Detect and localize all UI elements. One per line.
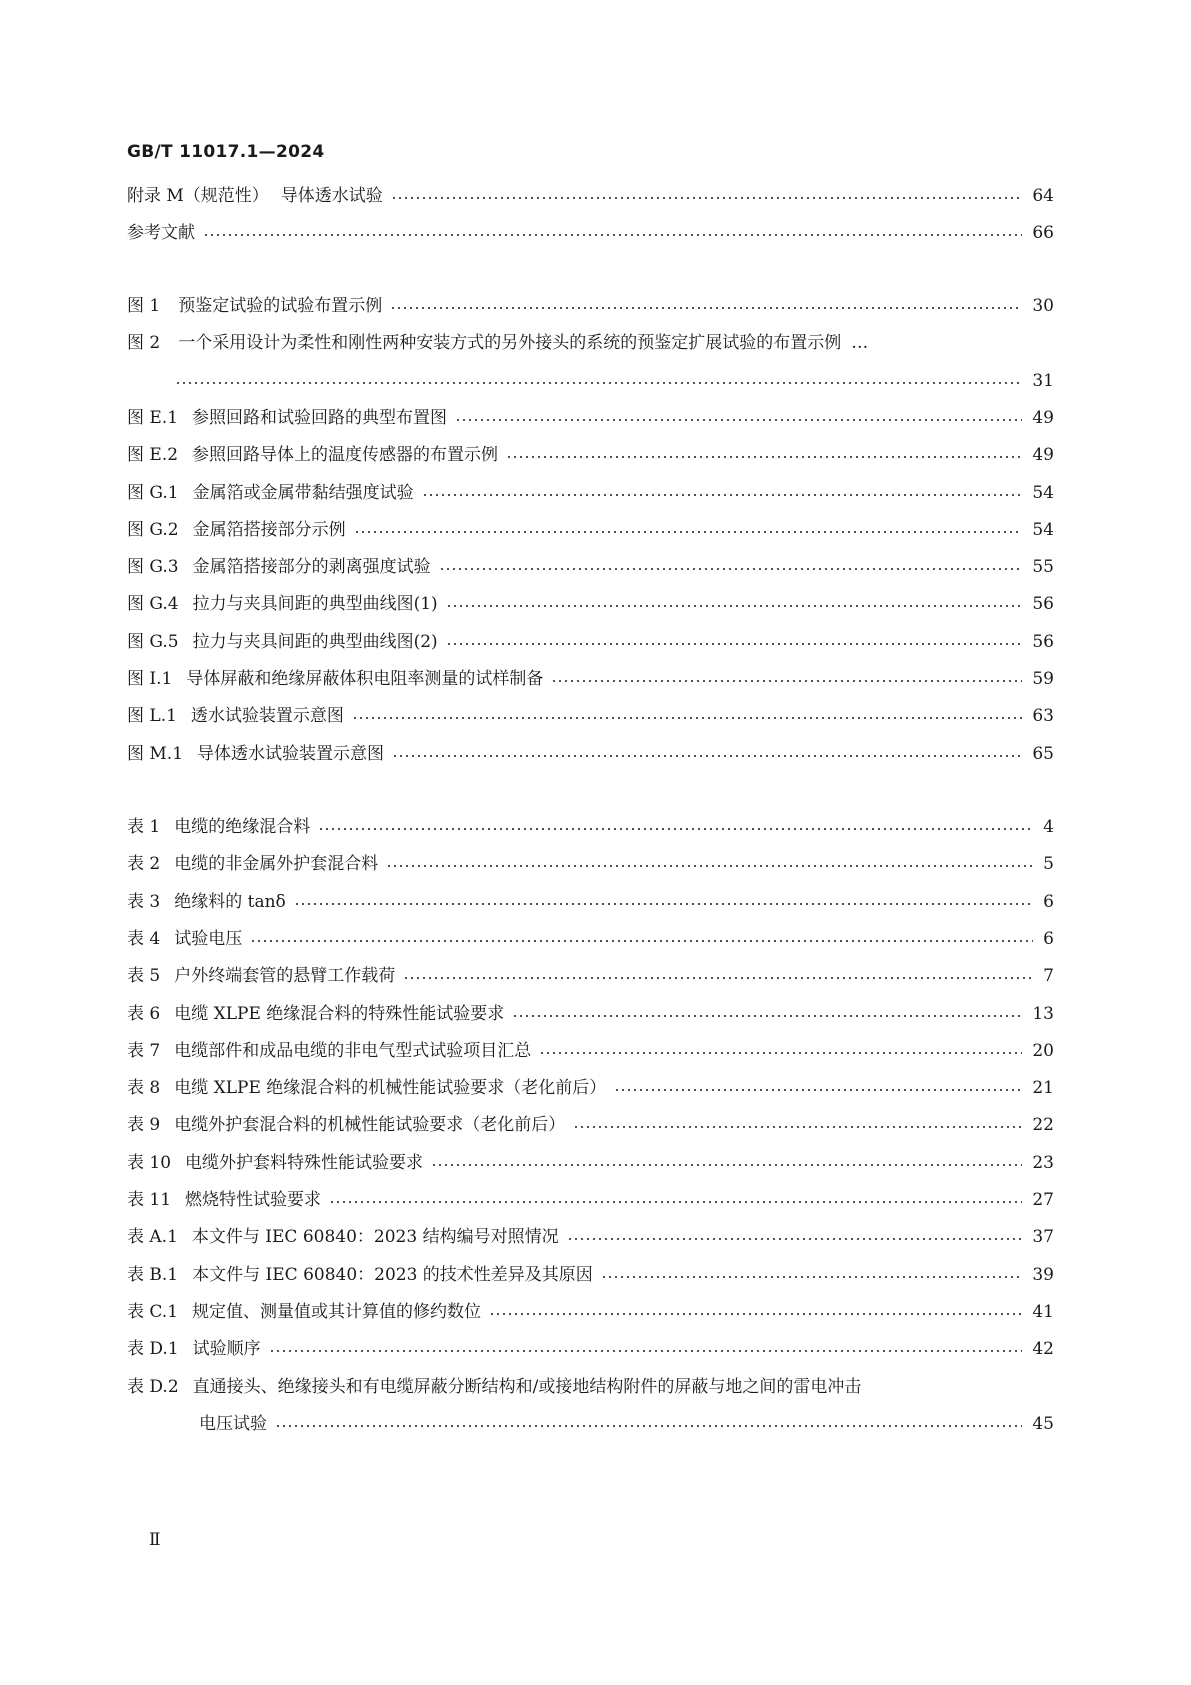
toc-entry-line (127, 294, 1054, 318)
toc-entry[interactable] (127, 964, 1054, 1001)
toc-leader-dots (455, 419, 1022, 421)
toc-leader-dots (601, 1276, 1023, 1278)
toc-entry-line (127, 481, 1054, 505)
toc-entry[interactable] (127, 852, 1054, 889)
toc-entry-title: 拉力与夹具间距的典型曲线图(2) (192, 631, 438, 652)
toc-entry-title-continued: 电压试验 (199, 1413, 267, 1434)
toc-entry[interactable] (127, 1375, 1054, 1450)
toc-leader-dots (422, 494, 1023, 496)
toc-entry-line (127, 443, 1054, 467)
toc-leader-dots (269, 1350, 1023, 1352)
toc-entry-line (127, 592, 1054, 616)
toc-entry-title: 电缆外护套混合料的机械性能试验要求（老化前后） (174, 1115, 566, 1136)
toc-entry-line (127, 1076, 1054, 1100)
toc-entry-page: 39 (1032, 1264, 1054, 1285)
toc-entry-label: 图 E.1 (127, 407, 179, 428)
toc-entry[interactable] (127, 481, 1054, 518)
toc-entry-title: 电缆 XLPE 绝缘混合料的机械性能试验要求（老化前后） (174, 1078, 607, 1099)
toc-entry-label: 表 8 (127, 1078, 161, 1099)
toc-entry-title: 电缆部件和成品电缆的非电气型式试验项目汇总 (174, 1040, 532, 1061)
toc-leader-dots (329, 1201, 1022, 1203)
toc-entry-page: 42 (1032, 1339, 1054, 1360)
toc-leader-dots (446, 643, 1023, 645)
toc-entry-label: 图 G.2 (127, 519, 179, 540)
toc-entry-line (127, 1188, 1054, 1212)
toc-entry-title: 试验顺序 (192, 1339, 261, 1360)
toc-leader-dots (203, 234, 1022, 236)
toc-entry-page: 23 (1032, 1152, 1054, 1173)
toc-leader-dots (275, 1425, 1022, 1427)
toc-entry-page: 22 (1032, 1115, 1054, 1136)
toc-entry[interactable] (127, 443, 1054, 480)
toc-leader-dots (386, 865, 1033, 867)
standard-number-header: GB/T 11017.1—2024 (127, 142, 325, 162)
toc-entry-label: 表 D.2 (127, 1376, 179, 1397)
toc-entry-label: 图 G.1 (127, 482, 179, 503)
toc-entry-label: 表 7 (127, 1040, 161, 1061)
toc-entry[interactable] (127, 742, 1054, 779)
toc-entry[interactable] (127, 1076, 1054, 1113)
toc-entry-line (127, 1002, 1054, 1026)
toc-entry-page: 56 (1032, 631, 1054, 652)
toc-entry-label: 图 2 (127, 333, 161, 354)
toc-entry[interactable] (127, 1151, 1054, 1188)
toc-entry[interactable] (127, 1188, 1054, 1225)
toc-entry-line (127, 815, 1054, 839)
toc-entry-label: 附录 M（规范性） (127, 186, 269, 206)
toc-entry-title: 电缆外护套料特殊性能试验要求 (185, 1152, 424, 1173)
toc-entry-line (127, 1300, 1054, 1324)
toc-entry-title: 本文件与 IEC 60840：2023 结构编号对照情况 (191, 1227, 559, 1248)
toc-entry-label: 图 E.2 (127, 445, 179, 466)
toc-entry-label: 表 B.1 (127, 1264, 179, 1285)
toc-leader-dots (175, 382, 1022, 384)
toc-leader-dots (354, 531, 1023, 533)
toc-entry-page: 59 (1032, 669, 1054, 689)
toc-entry-title: 户外终端套管的悬臂工作载荷 (174, 966, 396, 987)
toc-entry-label: 表 1 (127, 817, 161, 837)
toc-entry-line (127, 742, 1054, 766)
toc-entry-title: 透水试验装置示意图 (190, 706, 344, 727)
toc-leader-dots (250, 940, 1033, 942)
toc-entry[interactable] (127, 927, 1054, 964)
toc-entry-title: 试验电压 (174, 928, 243, 949)
toc-entry[interactable] (127, 1337, 1054, 1374)
toc-leader-dots (512, 1015, 1022, 1017)
toc-entry-label: 表 9 (127, 1115, 161, 1136)
toc-leader-dots (573, 1126, 1022, 1128)
toc-entry-label: 图 G.3 (127, 557, 179, 578)
toc-entry[interactable] (127, 294, 1054, 331)
toc-entry-label: 表 C.1 (127, 1301, 179, 1322)
toc-entry[interactable] (127, 667, 1054, 704)
toc-entry-page: 56 (1032, 594, 1054, 615)
toc-entry-line (127, 1113, 1054, 1137)
toc-entry-page: 31 (1032, 370, 1054, 391)
toc-leader-dots (489, 1313, 1022, 1315)
toc-entry-line (127, 1263, 1054, 1287)
toc-entry[interactable] (127, 555, 1054, 592)
toc-entry-label: 表 3 (127, 891, 161, 912)
toc-entry[interactable] (127, 1113, 1054, 1150)
toc-entry-title: 电缆的非金属外护套混合料 (174, 854, 379, 875)
toc-entry-page: 20 (1032, 1040, 1054, 1061)
toc-leader-dots (318, 828, 1033, 830)
toc-leader-dots (539, 1052, 1022, 1054)
toc-entry-line (127, 927, 1054, 951)
toc-entry-label: 表 A.1 (127, 1227, 178, 1248)
toc-entry-page: 5 (1043, 854, 1054, 875)
toc-entry-title: 导体透水试验 (280, 186, 383, 206)
toc-entry-title: 燃烧特性试验要求 (185, 1190, 322, 1210)
toc-entry-page: 27 (1032, 1190, 1054, 1210)
toc-entry-line (127, 331, 1054, 355)
toc-entry-line (127, 221, 1054, 245)
toc-entry-label: 表 10 (127, 1152, 172, 1173)
toc-entry-title: 导体透水试验装置示意图 (197, 743, 385, 764)
toc-entry[interactable] (127, 890, 1054, 927)
page-number: Ⅱ (149, 1530, 161, 1550)
toc-entry-label: 表 4 (127, 928, 161, 949)
toc-entry-line (127, 630, 1054, 654)
toc-entry-line (127, 1039, 1054, 1063)
toc-entry[interactable] (127, 815, 1054, 852)
toc-leader-dots (391, 197, 1023, 199)
toc-entry-label: 图 1 (127, 296, 161, 316)
toc-entry-line (127, 1151, 1054, 1175)
toc-entry-title: 电缆 XLPE 绝缘混合料的特殊性能试验要求 (174, 1003, 505, 1024)
toc-entry[interactable] (127, 1039, 1054, 1076)
toc-leader-dots (390, 307, 1022, 309)
toc-entry-page: 6 (1043, 891, 1054, 912)
toc-leader-dots (446, 605, 1023, 607)
toc-entry-page: 66 (1032, 223, 1054, 244)
toc-entry-title: 金属箔搭接部分的剥离强度试验 (192, 557, 431, 578)
toc-leader-dots (614, 1089, 1022, 1091)
toc-leader-dots (439, 568, 1023, 570)
toc-entry-label: 图 M.1 (127, 743, 184, 764)
toc-entry-label: 图 I.1 (127, 669, 173, 689)
toc-entry[interactable] (127, 1300, 1054, 1337)
toc-leader-dots (506, 456, 1022, 458)
toc-entry[interactable] (127, 518, 1054, 555)
toc-entry-page: 54 (1032, 482, 1054, 503)
toc-entry-label: 表 D.1 (127, 1339, 179, 1360)
toc-entry[interactable] (127, 592, 1054, 629)
toc-entry-page: 49 (1032, 445, 1054, 466)
toc-leader-dots (294, 903, 1033, 905)
toc-entry-line (127, 852, 1054, 876)
toc-entry-page: 13 (1032, 1003, 1054, 1024)
toc-ellipsis: … (851, 333, 870, 354)
toc-entry-label: 参考文献 (127, 223, 195, 244)
toc-entry-title: 规定值、测量值或其计算值的修约数位 (192, 1301, 482, 1322)
toc-entry-title: 直通接头、绝缘接头和有电缆屏蔽分断结构和/或接地结构附件的屏蔽与地之间的雷电冲击 (192, 1376, 862, 1397)
toc-leader-dots (352, 717, 1022, 719)
toc-entry-title: 预鉴定试验的试验布置示例 (178, 296, 383, 316)
toc-entry-page: 41 (1032, 1301, 1054, 1322)
toc-entry-title: 金属箔或金属带黏结强度试验 (192, 482, 414, 503)
toc-entry[interactable] (127, 221, 1054, 258)
toc-entry-line (127, 184, 1054, 208)
toc-entry-title: 绝缘料的 tanδ (174, 891, 286, 912)
toc-entry-page: 55 (1032, 557, 1054, 578)
toc-entry-page: 6 (1043, 928, 1054, 949)
toc-entry[interactable] (127, 406, 1054, 443)
toc-entry-label: 图 G.4 (127, 594, 179, 615)
toc-entry-line (127, 964, 1054, 988)
toc-entry-line (127, 406, 1054, 430)
toc-entry-line (127, 1375, 1054, 1399)
toc-entry-label: 表 11 (127, 1190, 172, 1210)
toc-entry-line (127, 890, 1054, 914)
toc-entry-label: 表 2 (127, 854, 161, 875)
toc-entry[interactable] (127, 1002, 1054, 1039)
toc-entry[interactable] (127, 1263, 1054, 1300)
toc-entry-line (127, 1337, 1054, 1361)
toc-entry-title: 金属箔搭接部分示例 (192, 519, 346, 540)
toc-entry[interactable] (127, 630, 1054, 667)
toc-entry-page: 65 (1032, 743, 1054, 764)
toc-entry-page: 4 (1043, 817, 1054, 837)
toc-entry-label: 表 6 (127, 1003, 161, 1024)
toc-entry-label: 图 L.1 (127, 706, 177, 727)
toc-leader-dots (567, 1238, 1023, 1240)
toc-entry-title: 拉力与夹具间距的典型曲线图(1) (192, 594, 438, 615)
toc-entry-line (127, 1225, 1054, 1249)
toc-leader-dots (551, 680, 1022, 682)
toc-entry-title: 参照回路导体上的温度传感器的布置示例 (192, 445, 499, 466)
toc-entry-line (127, 555, 1054, 579)
toc-entry-page: 21 (1032, 1078, 1054, 1099)
toc-entry-title: 导体屏蔽和绝缘屏蔽体积电阻率测量的试样制备 (186, 669, 544, 689)
toc-entry-page: 37 (1032, 1227, 1054, 1248)
toc-entry-page: 7 (1043, 966, 1054, 987)
toc-entry-line (175, 369, 1054, 393)
toc-entry[interactable] (127, 704, 1054, 741)
toc-entry-page: 30 (1032, 296, 1054, 316)
toc-entry-page: 63 (1032, 706, 1054, 727)
toc-entry-line (127, 518, 1054, 542)
toc-leader-dots (392, 755, 1022, 757)
toc-entry-page: 54 (1032, 519, 1054, 540)
toc-entry-label: 图 G.5 (127, 631, 179, 652)
toc-leader-dots (431, 1164, 1022, 1166)
toc-entry-line (127, 667, 1054, 691)
toc-entry-title: 参照回路和试验回路的典型布置图 (192, 407, 448, 428)
toc-entry[interactable] (127, 331, 1054, 406)
toc-entry-line (127, 704, 1054, 728)
toc-leader-dots (403, 977, 1033, 979)
toc-entry-page: 45 (1032, 1413, 1054, 1434)
toc-entry[interactable] (127, 1225, 1054, 1262)
toc-entry[interactable] (127, 184, 1054, 221)
toc-entry-title: 电缆的绝缘混合料 (174, 817, 311, 837)
toc-entry-page: 64 (1032, 186, 1054, 206)
toc-entry-title: 本文件与 IEC 60840：2023 的技术性差异及其原因 (192, 1264, 593, 1285)
toc-entry-line (199, 1412, 1054, 1436)
toc-entry-page: 49 (1032, 407, 1054, 428)
toc-entry-title: 一个采用设计为柔性和刚性两种安装方式的另外接头的系统的预鉴定扩展试验的布置示例 (178, 333, 842, 354)
toc-entry-label: 表 5 (127, 966, 161, 987)
